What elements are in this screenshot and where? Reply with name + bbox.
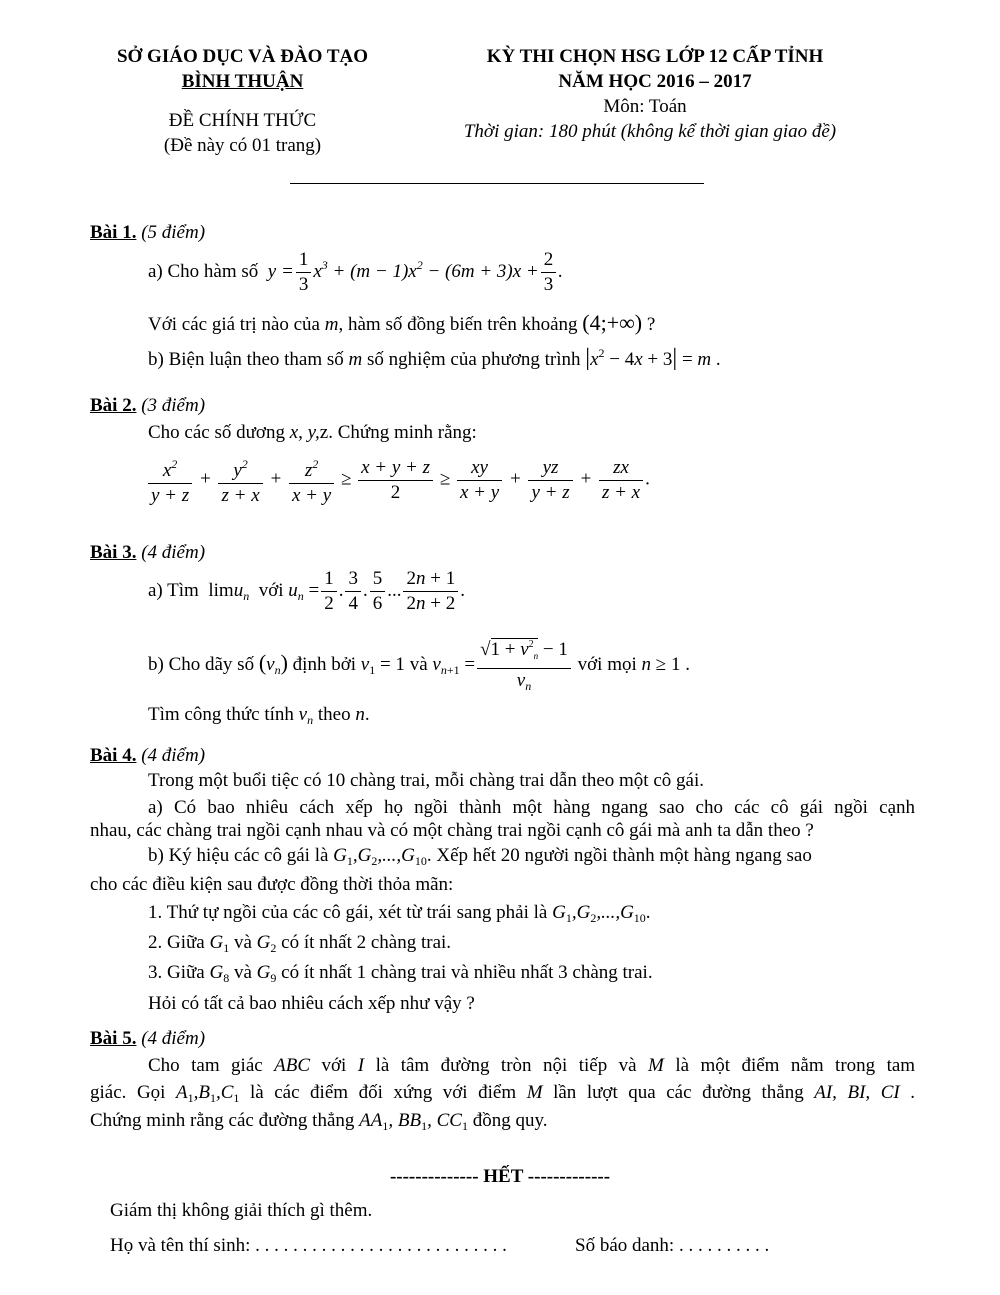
- subject: Môn: Toán: [603, 96, 687, 117]
- bai5-title: Bài 5.: [90, 1028, 137, 1049]
- equation-abs: $|x^2 - 4x + 3| = m$ .: [585, 345, 721, 371]
- bai4-title: Bài 4.: [90, 745, 137, 766]
- exam-time: Thời gian: 180 phút (không kể thời gian giao đề): [463, 121, 837, 142]
- function-formula: y = $\frac{1}{3}$ $x^3 + (m - 1)x^2 - (6m + 3)x$ + $\frac{2}{3}$ .: [263, 249, 563, 295]
- bai4-a-line1: a) Có bao nhiêu cách xếp họ ngồi thành một hàng ngang sao cho các cô gái ngồi cạnh: [148, 797, 915, 818]
- proctor-note: Giám thị không giải thích gì thêm.: [110, 1200, 373, 1221]
- bai3-c: Tìm công thức tính $v_n$ theo n.: [148, 704, 370, 727]
- exam-title: KỲ THI CHỌN HSG LỚP 12 CẤP TỈNH: [486, 46, 824, 67]
- bai4-b: b) Ký hiệu các cô gái là $G_1,G_2,...,G_{10}$. Xếp hết 20 người ngồi thành một hàng ngang sao: [148, 845, 812, 868]
- header-right: [420, 44, 890, 144]
- recurrence: $v_{n+1}$ = $\frac{√1 + v^2_n - 1}{v_n}$: [432, 654, 573, 675]
- bai1-b: b) Biện luận theo tham số m số nghiệm của phương trình $|x^2 - 4x + 3| = m$ .: [148, 345, 721, 371]
- bai4-intro: Trong một buổi tiệc có 10 chàng trai, mỗi chàng trai dẫn theo một cô gái.: [148, 770, 704, 791]
- bai1-heading: [90, 222, 205, 244]
- bai4-cond1: 1. Thứ tự ngồi của các cô gái, xét từ trái sang phải là $G_1,G_2,...,G_{10}$.: [148, 902, 651, 925]
- bai4-heading: [90, 745, 205, 767]
- bai3-title: Bài 3.: [90, 542, 137, 563]
- province-name: BÌNH THUẬN: [181, 71, 304, 92]
- bai3-b: b) Cho dãy số $(v_n)$ định bởi $v_1 = 1$ và $v_{n+1}$ = $\frac{√1 + v^2_n - 1}{v_n}$ với mọi n ≥ 1 .: [148, 633, 690, 698]
- header-left: [90, 44, 395, 158]
- bai5-line2: giác. Gọi $A_1,B_1,C_1$ là các điểm đối xứng với điểm M lần lượt qua các đường thẳng AI, BI, CI .: [90, 1082, 916, 1105]
- bai3-a: a) Tìm limu$_n$ với $u_n$ = $\frac{1}{2}$ . $\frac{3}{4}$ . $\frac{5}{6}$ ... $\frac{2n + 1}{2n + 2}$ .: [148, 568, 465, 614]
- bai1-a-question: Với các giá trị nào của m, hàm số đồng biến trên khoảng (4;+∞) ?: [148, 310, 656, 335]
- bai4-b-line2: cho các điều kiện sau được đồng thời thỏa mãn:: [90, 874, 454, 895]
- bai5-line3: Chứng minh rằng các đường thẳng $AA_1$, $BB_1$, $CC_1$ đồng quy.: [90, 1110, 548, 1133]
- candidate-id-label: Số báo danh: . . . . . . . . . .: [575, 1235, 770, 1256]
- candidate-name-label: Họ và tên thí sinh: . . . . . . . . . . . . . . . . . . . . . . . . . . .: [110, 1235, 507, 1256]
- bai2-points: (3 điểm): [141, 395, 206, 416]
- bai4-cond2: 2. Giữa $G_1$ và $G_2$ có ít nhất 2 chàng trai.: [148, 932, 452, 955]
- sequence-un: $u_n$ = $\frac{1}{2}$ . $\frac{3}{4}$ . $\frac{5}{6}$ ... $\frac{2n + 1}{2n + 2}$ .: [288, 568, 465, 614]
- official-label: ĐỀ CHÍNH THỨC: [168, 110, 317, 131]
- header-divider: [290, 183, 704, 184]
- bai5-line1: Cho tam giác ABC với I là tâm đường tròn nội tiếp và M là một điểm nằm trong tam: [148, 1055, 916, 1076]
- bai5-points: (4 điểm): [141, 1028, 206, 1049]
- school-year: NĂM HỌC 2016 – 2017: [558, 71, 752, 92]
- bai1-title: Bài 1.: [90, 222, 137, 243]
- bai2-heading: [90, 395, 205, 417]
- pages-note: (Đề này có 01 trang): [163, 135, 322, 156]
- bai4-a-line2: nhau, các chàng trai ngồi cạnh nhau và có một chàng trai ngồi cạnh cô gái mà anh ta dẫn theo ?: [90, 820, 814, 841]
- bai4-cond3: 3. Giữa $G_8$ và $G_9$ có ít nhất 1 chàng trai và nhiều nhất 3 chàng trai.: [148, 962, 653, 985]
- bai1-points: (5 điểm): [141, 222, 206, 243]
- bai3-points: (4 điểm): [141, 542, 206, 563]
- bai2-inequality: $\frac{x^2}{y + z}$ + $\frac{y^2}{z + x}$ + $\frac{z^2}{x + y}$ ≥ $\frac{x + y + z}{2}$ ≥ $\frac{xy}{x + y}$ + $\frac{yz}{y + z}$ + $\frac{zx}{z + x}$ .: [146, 452, 650, 508]
- bai2-intro: Cho các số dương x, y,z. Chứng minh rằng:: [148, 422, 477, 443]
- bai4-question: Hỏi có tất cả bao nhiêu cách xếp như vậy ?: [148, 993, 475, 1014]
- bai5-heading: [90, 1028, 205, 1050]
- end-marker: -------------- HẾT -------------: [389, 1166, 611, 1187]
- org-name: SỞ GIÁO DỤC VÀ ĐÀO TẠO: [116, 46, 369, 67]
- bai1-a-function: a) Cho hàm số y = $\frac{1}{3}$ $x^3 + (m - 1)x^2 - (6m + 3)x$ + $\frac{2}{3}$ .: [148, 249, 563, 295]
- bai4-points: (4 điểm): [141, 745, 206, 766]
- bai2-title: Bài 2.: [90, 395, 137, 416]
- bai3-heading: [90, 542, 205, 564]
